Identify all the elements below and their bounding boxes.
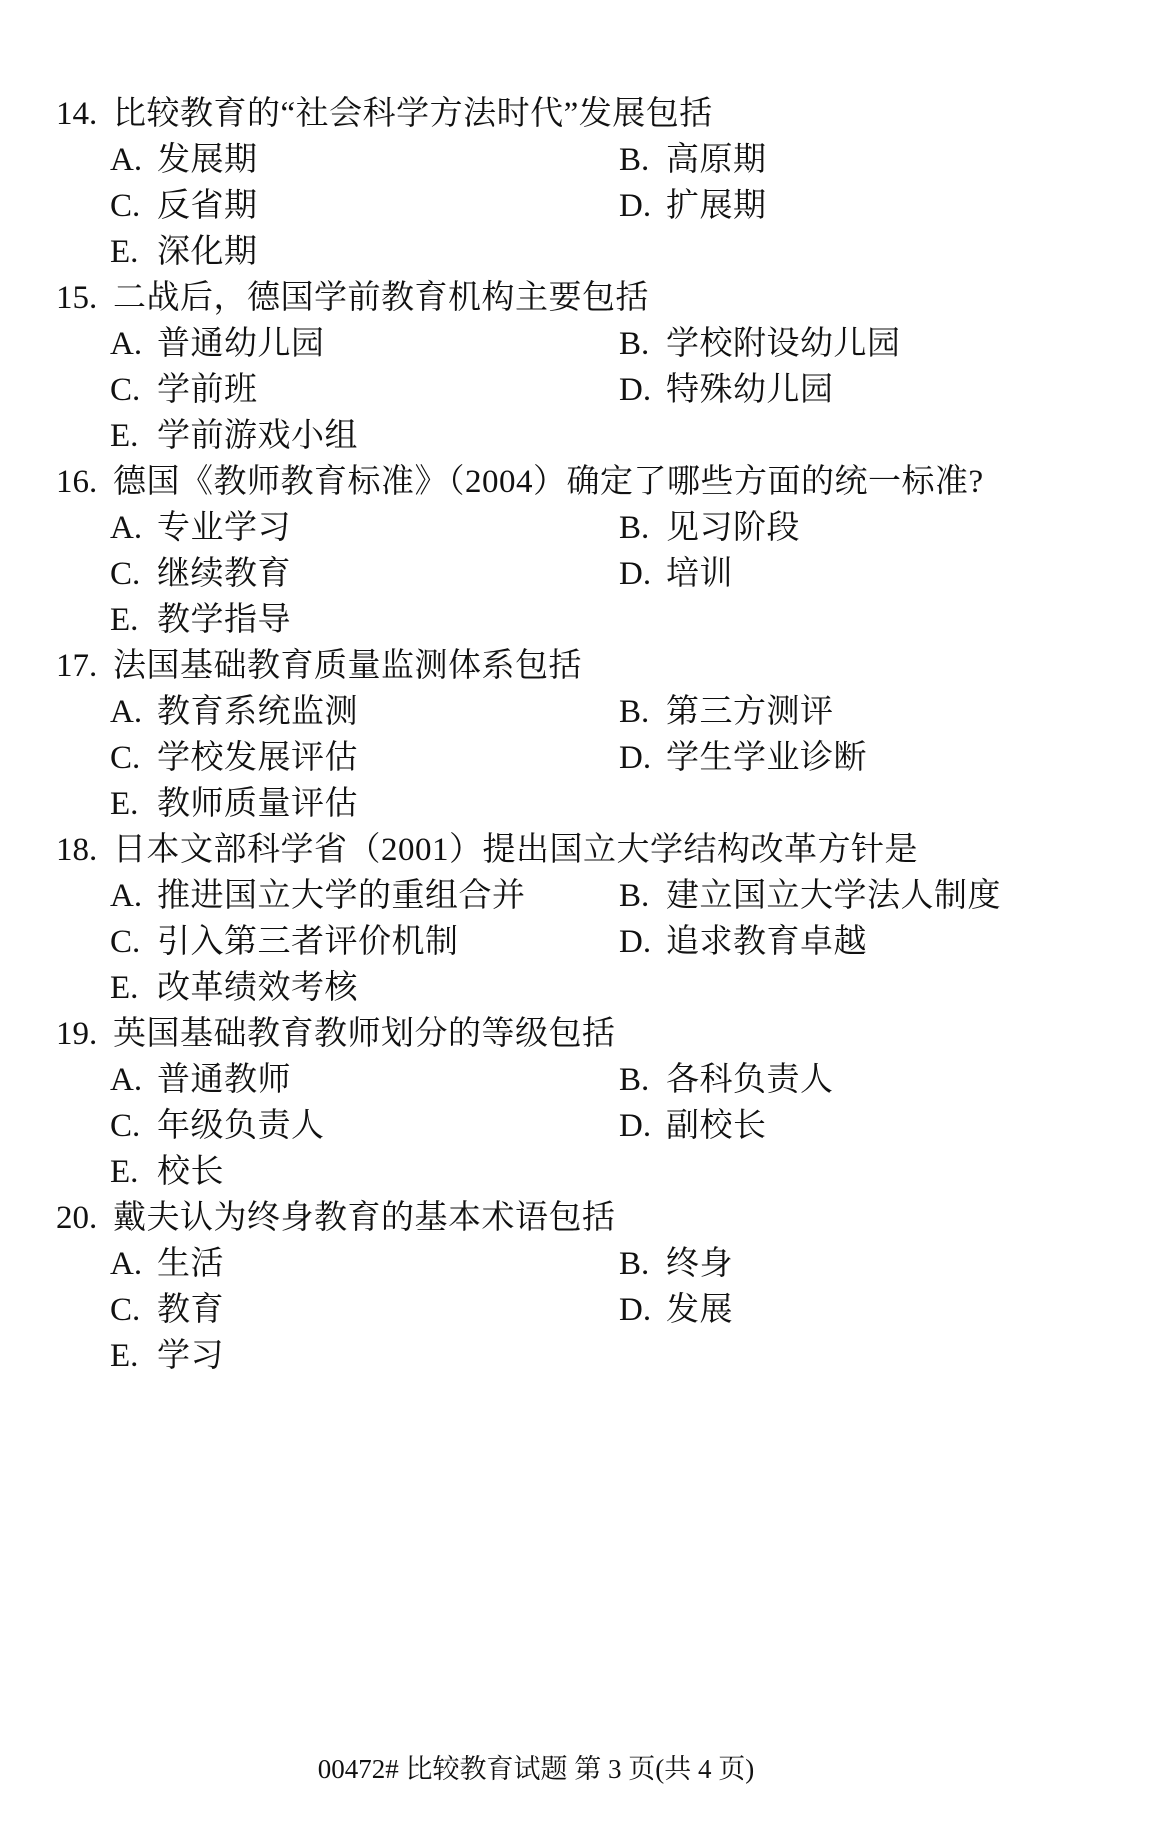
option-text: 扩展期: [666, 188, 767, 224]
option-c: [110, 554, 619, 594]
options-row-e: [56, 416, 1116, 462]
question-number: 17.: [56, 648, 98, 684]
option-text: 教育: [157, 1292, 224, 1328]
options-row-ab: [56, 508, 1116, 554]
question-stem: 英国基础教育教师划分的等级包括: [113, 1016, 616, 1052]
options-row-ab: [56, 1244, 1116, 1290]
options-row-e: [56, 600, 1116, 646]
option-label: E.: [110, 786, 139, 822]
option-c: [110, 186, 619, 226]
option-text: 副校长: [666, 1108, 767, 1144]
question-number: 14.: [56, 96, 98, 132]
option-a: [110, 1244, 619, 1284]
option-text: 普通幼儿园: [157, 326, 325, 362]
question-stem-row: [56, 1198, 1116, 1244]
option-label: B.: [619, 326, 650, 362]
option-label: A.: [110, 510, 143, 546]
option-a: [110, 324, 619, 364]
question-stem: 德国《教师教育标准》（2004）确定了哪些方面的统一标准?: [113, 464, 984, 500]
option-b: [619, 140, 767, 180]
option-text: 校长: [157, 1154, 224, 1190]
question-15: [56, 278, 1116, 462]
question-number: 19.: [56, 1016, 98, 1052]
options-row-e: [56, 1152, 1116, 1198]
option-a: [110, 140, 619, 180]
option-text: 深化期: [157, 234, 258, 270]
question-number: 16.: [56, 464, 98, 500]
option-label: D.: [619, 740, 652, 776]
options-row-cd: [56, 1290, 1116, 1336]
option-text: 特殊幼儿园: [666, 372, 834, 408]
option-text: 推进国立大学的重组合并: [157, 878, 526, 914]
option-label: A.: [110, 878, 143, 914]
option-label: D.: [619, 188, 652, 224]
option-b: [619, 324, 901, 364]
option-text: 教育系统监测: [157, 694, 358, 730]
option-d: [619, 554, 733, 594]
question-20: [56, 1198, 1116, 1382]
option-c: [110, 738, 619, 778]
option-label: A.: [110, 142, 143, 178]
option-label: C.: [110, 372, 141, 408]
option-text: 建立国立大学法人制度: [666, 878, 1001, 914]
option-c: [110, 1106, 619, 1146]
option-text: 学前游戏小组: [157, 418, 358, 454]
options-row-e: [56, 232, 1116, 278]
option-text: 继续教育: [157, 556, 291, 592]
option-e: [110, 416, 619, 456]
option-text: 改革绩效考核: [157, 970, 358, 1006]
option-label: E.: [110, 418, 139, 454]
option-label: A.: [110, 694, 143, 730]
option-text: 生活: [157, 1246, 224, 1282]
option-label: C.: [110, 1108, 141, 1144]
option-text: 各科负责人: [666, 1062, 834, 1098]
option-b: [619, 1060, 834, 1100]
option-e: [110, 600, 619, 640]
option-label: D.: [619, 1108, 652, 1144]
option-text: 反省期: [157, 188, 258, 224]
question-stem: 比较教育的“社会科学方法时代”发展包括: [113, 96, 713, 132]
option-d: [619, 370, 834, 410]
question-stem-row: [56, 462, 1116, 508]
option-b: [619, 1244, 733, 1284]
options-row-cd: [56, 738, 1116, 784]
option-label: A.: [110, 326, 143, 362]
option-d: [619, 922, 867, 962]
option-text: 学生学业诊断: [666, 740, 867, 776]
option-label: B.: [619, 694, 650, 730]
option-a: [110, 1060, 619, 1100]
question-16: [56, 462, 1116, 646]
option-a: [110, 876, 619, 916]
option-label: B.: [619, 1246, 650, 1282]
option-label: D.: [619, 372, 652, 408]
option-label: C.: [110, 188, 141, 224]
options-row-cd: [56, 922, 1116, 968]
question-stem: 戴夫认为终身教育的基本术语包括: [113, 1200, 616, 1236]
question-18: [56, 830, 1116, 1014]
page-footer-text: 00472# 比较教育试题 第 3 页(共 4 页): [317, 1754, 755, 1784]
option-label: E.: [110, 602, 139, 638]
option-b: [619, 692, 834, 732]
question-stem-row: [56, 830, 1116, 876]
option-e: [110, 1152, 619, 1192]
option-text: 见习阶段: [666, 510, 800, 546]
option-d: [619, 1106, 767, 1146]
question-stem: 日本文部科学省（2001）提出国立大学结构改革方针是: [113, 832, 918, 868]
option-b: [619, 508, 800, 548]
option-a: [110, 508, 619, 548]
options-row-ab: [56, 692, 1116, 738]
options-row-cd: [56, 370, 1116, 416]
option-text: 高原期: [666, 142, 767, 178]
option-text: 发展期: [157, 142, 258, 178]
option-label: D.: [619, 924, 652, 960]
question-17: [56, 646, 1116, 830]
option-b: [619, 876, 1001, 916]
option-text: 教师质量评估: [157, 786, 358, 822]
question-stem-row: [56, 646, 1116, 692]
option-label: C.: [110, 1292, 141, 1328]
option-text: 普通教师: [157, 1062, 291, 1098]
option-text: 专业学习: [157, 510, 291, 546]
question-14: [56, 94, 1116, 278]
option-label: A.: [110, 1062, 143, 1098]
option-text: 学前班: [157, 372, 258, 408]
option-text: 第三方测评: [666, 694, 834, 730]
options-row-ab: [56, 324, 1116, 370]
option-c: [110, 370, 619, 410]
option-label: E.: [110, 1338, 139, 1374]
options-row-e: [56, 784, 1116, 830]
options-row-ab: [56, 876, 1116, 922]
options-row-cd: [56, 1106, 1116, 1152]
options-row-cd: [56, 186, 1116, 232]
option-text: 年级负责人: [157, 1108, 325, 1144]
options-row-e: [56, 1336, 1116, 1382]
option-label: C.: [110, 924, 141, 960]
options-row-ab: [56, 140, 1116, 186]
option-text: 教学指导: [157, 602, 291, 638]
option-label: C.: [110, 556, 141, 592]
option-text: 学习: [157, 1338, 224, 1374]
option-label: B.: [619, 510, 650, 546]
option-label: D.: [619, 1292, 652, 1328]
option-text: 培训: [666, 556, 733, 592]
option-label: B.: [619, 142, 650, 178]
option-text: 学校发展评估: [157, 740, 358, 776]
option-d: [619, 738, 867, 778]
option-c: [110, 922, 619, 962]
option-label: E.: [110, 234, 139, 270]
option-e: [110, 784, 619, 824]
question-stem: 法国基础教育质量监测体系包括: [113, 648, 582, 684]
option-label: B.: [619, 1062, 650, 1098]
option-label: A.: [110, 1246, 143, 1282]
options-row-e: [56, 968, 1116, 1014]
option-text: 追求教育卓越: [666, 924, 867, 960]
option-text: 学校附设幼儿园: [666, 326, 901, 362]
question-number: 15.: [56, 280, 98, 316]
option-d: [619, 1290, 733, 1330]
option-e: [110, 1336, 619, 1376]
option-label: B.: [619, 878, 650, 914]
option-label: E.: [110, 1154, 139, 1190]
question-number: 20.: [56, 1200, 98, 1236]
options-row-cd: [56, 554, 1116, 600]
option-e: [110, 968, 619, 1008]
option-text: 终身: [666, 1246, 733, 1282]
question-list: [56, 94, 1116, 1382]
question-19: [56, 1014, 1116, 1198]
question-number: 18.: [56, 832, 98, 868]
page-footer: [0, 1752, 1072, 1786]
option-e: [110, 232, 619, 272]
question-stem: 二战后，德国学前教育机构主要包括: [113, 280, 649, 316]
option-text: 引入第三者评价机制: [157, 924, 459, 960]
question-stem-row: [56, 278, 1116, 324]
option-a: [110, 692, 619, 732]
option-c: [110, 1290, 619, 1330]
question-stem-row: [56, 1014, 1116, 1060]
option-label: D.: [619, 556, 652, 592]
option-d: [619, 186, 767, 226]
options-row-ab: [56, 1060, 1116, 1106]
option-text: 发展: [666, 1292, 733, 1328]
option-label: C.: [110, 740, 141, 776]
question-stem-row: [56, 94, 1116, 140]
option-label: E.: [110, 970, 139, 1006]
